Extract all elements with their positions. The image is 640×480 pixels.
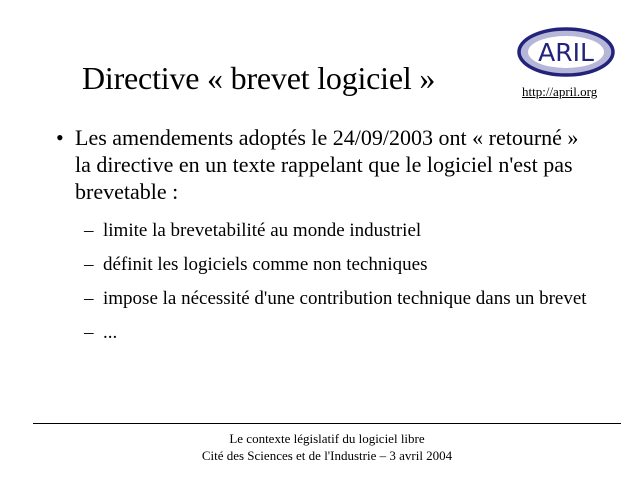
footer-divider [33, 423, 621, 424]
sub-item [84, 286, 604, 311]
sub-item [84, 218, 604, 243]
slide-title: Directive « brevet logiciel » [82, 60, 436, 96]
footer-line-1: Le contexte législatif du logiciel libre [229, 431, 425, 446]
sub-item [84, 252, 604, 277]
dash-symbol: – [84, 220, 94, 241]
bullet-symbol: • [56, 125, 64, 150]
dash-symbol: – [84, 322, 94, 343]
april-link[interactable]: http://april.org [522, 84, 598, 99]
sub-item-text: limite la brevetabilité au monde industriel [103, 220, 422, 241]
sub-item [84, 320, 604, 345]
logo-text: ARIL [538, 38, 594, 67]
april-logo-icon [516, 26, 616, 78]
sub-list [84, 218, 604, 354]
dash-symbol: – [84, 254, 94, 275]
bullet-text: Les amendements adoptés le 24/09/2003 ont « retourné » la directive en un texte rappelant que le logiciel n'est pas brevetable : [75, 125, 579, 204]
sub-item-text: impose la nécessité d'une contribution technique dans un brevet [103, 288, 587, 309]
sub-item-text: ... [103, 322, 118, 343]
footer [33, 430, 621, 464]
sub-item-text: définit les logiciels comme non techniques [103, 254, 428, 275]
footer-line-2: Cité des Sciences et de l'Industrie – 3 avril 2004 [201, 448, 453, 463]
dash-symbol: – [84, 288, 94, 309]
